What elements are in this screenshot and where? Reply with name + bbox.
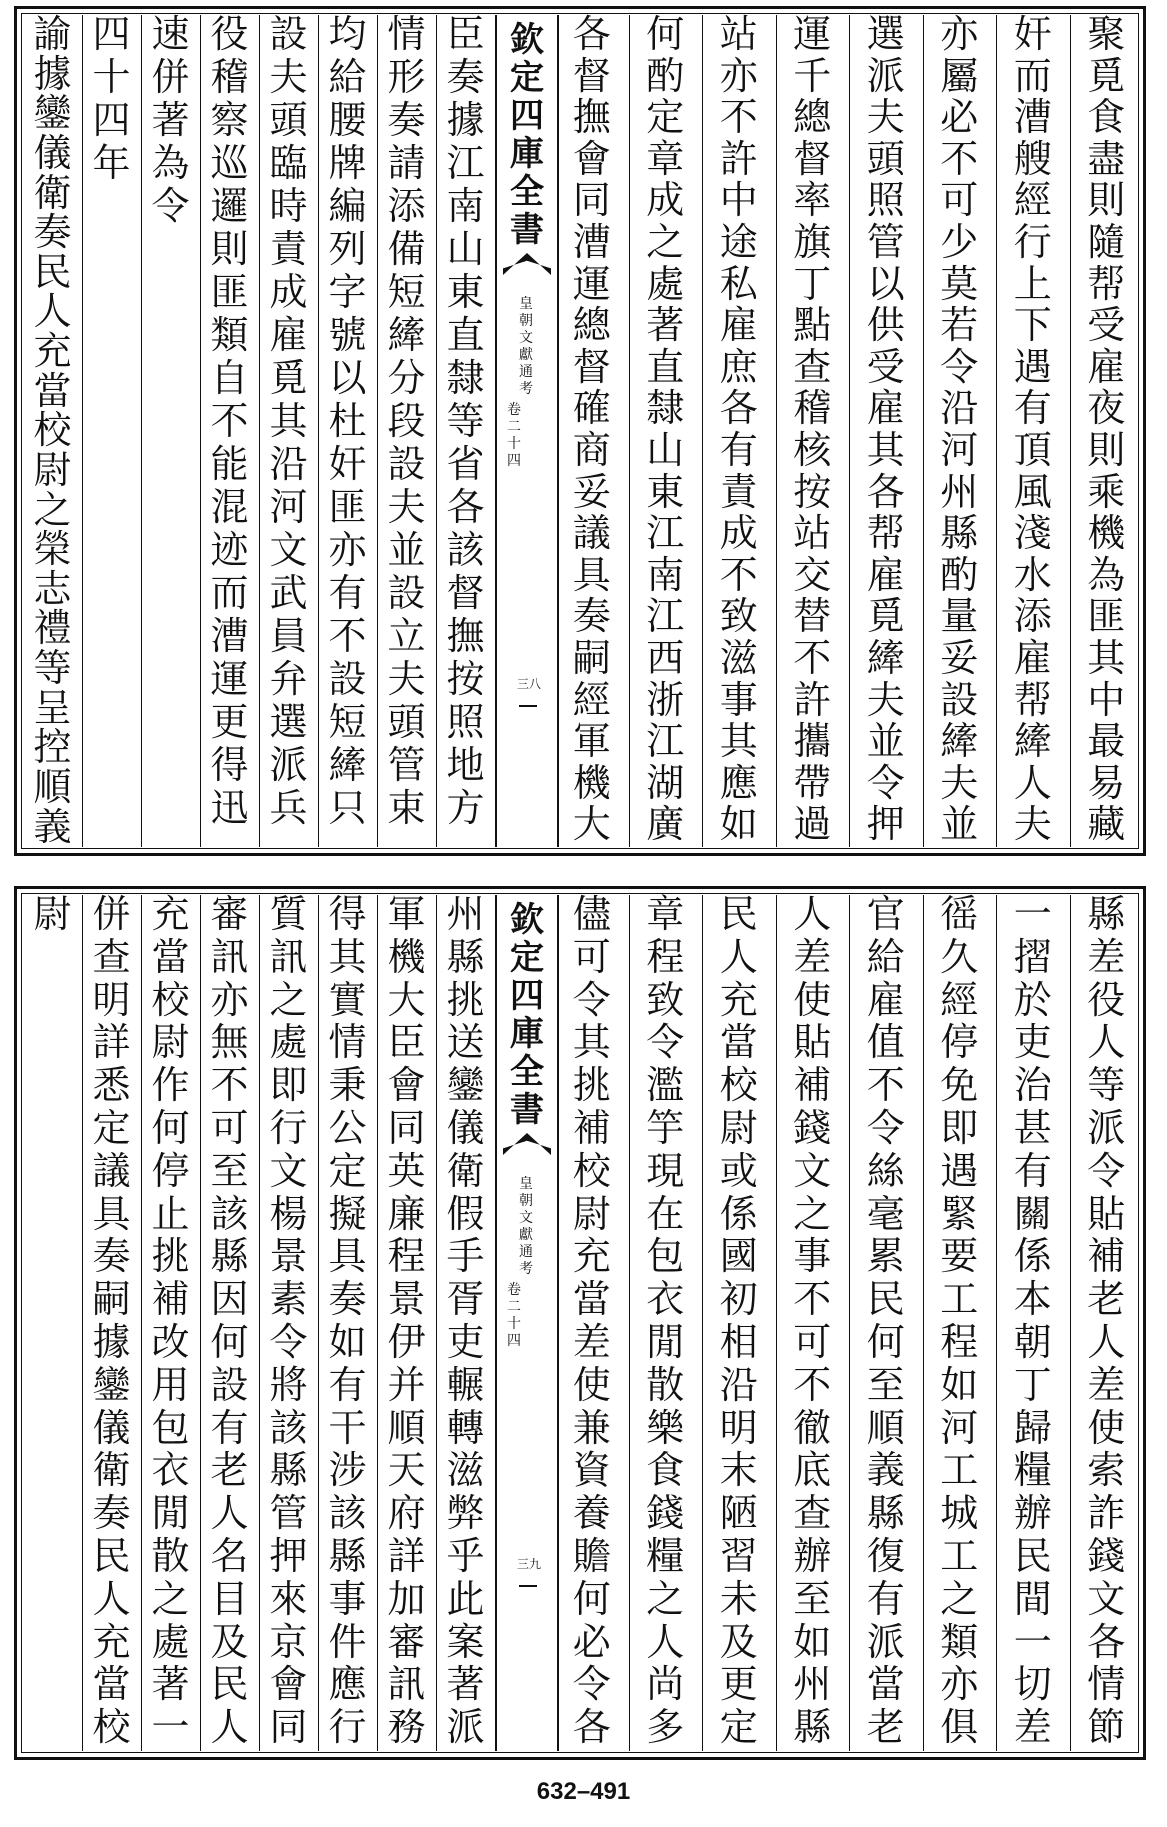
center-volume: 卷 二 十 四 — [507, 1282, 521, 1349]
text-column: 官 給 雇 值 不 令 絲 毫 累 民 何 至 順 義 縣 復 有 派 當 老 — [866, 892, 905, 1750]
column-rule — [849, 895, 850, 1751]
column-rule — [776, 895, 777, 1751]
column-rule — [923, 15, 924, 847]
column-rule — [849, 15, 850, 847]
text-column: 選 派 夫 頭 照 管 以 供 受 雇 其 各 帮 雇 覓 縴 夫 並 令 押 — [866, 12, 905, 847]
text-column: 何 酌 定 章 成 之 處 著 直 隸 山 東 江 南 江 西 浙 江 湖 廣 — [646, 12, 685, 847]
column-rule — [923, 895, 924, 1751]
text-column: 諭 據 鑾 儀 衛 奏 民 人 充 當 校 尉 之 榮 志 禮 等 呈 控 順 義 — [33, 12, 72, 849]
center-rule — [519, 1585, 537, 1587]
column-rule — [82, 895, 83, 1751]
column-rule — [702, 15, 703, 847]
center-fold-band — [495, 15, 559, 847]
text-column: 州 縣 挑 送 鑾 儀 衛 假 手 胥 吏 輾 轉 滋 弊 乎 此 案 著 派 — [446, 892, 485, 1750]
column-rule — [629, 895, 630, 1751]
center-title: 欽 定 四 庫 全 書 — [510, 20, 544, 250]
column-rule — [377, 15, 378, 847]
text-column: 徭 久 經 停 免 即 遇 緊 要 工 程 如 河 工 城 工 之 類 亦 俱 — [940, 892, 979, 1750]
text-column: 縣 差 役 人 等 派 令 貼 補 老 人 差 使 索 詐 錢 文 各 情 節 — [1087, 892, 1126, 1750]
column-rule — [259, 895, 260, 1751]
text-column: 民 人 充 當 校 尉 或 係 國 初 相 沿 明 末 陋 習 未 及 更 定 — [719, 892, 758, 1750]
column-rule — [1070, 895, 1071, 1751]
text-column: 尉 — [33, 892, 72, 936]
page-number-footer: 632–491 — [536, 1778, 631, 1805]
text-column: 聚 覓 食 盡 則 隨 帮 受 雇 夜 則 乘 機 為 匪 其 中 最 易 藏 — [1087, 12, 1126, 847]
text-column: 運 千 總 督 率 旗 丁 點 查 稽 核 按 站 交 替 不 許 攜 帶 過 — [793, 12, 832, 847]
text-column: 得 其 實 情 秉 公 定 擬 具 奏 如 有 干 涉 該 縣 事 件 應 行 — [328, 892, 367, 1750]
text-column: 各 督 撫 會 同 漕 運 總 督 確 商 妥 議 具 奏 嗣 經 軍 機 大 — [572, 12, 611, 847]
text-column: 審 訊 亦 無 不 可 至 該 縣 因 何 設 有 老 人 名 目 及 民 人 — [210, 892, 249, 1750]
center-page-number: 三九 — [517, 1557, 542, 1571]
column-rule — [259, 15, 260, 847]
fish-tail-ornament — [503, 253, 551, 275]
text-column: 亦 屬 必 不 可 少 莫 若 令 沿 河 州 縣 酌 量 妥 設 縴 夫 並 — [940, 12, 979, 847]
center-fold-band — [495, 895, 559, 1751]
text-column: 質 訊 之 處 即 行 文 楊 景 素 令 將 該 縣 管 押 來 京 會 同 — [269, 892, 308, 1750]
column-rule — [141, 895, 142, 1751]
center-page-number: 三八 — [517, 677, 542, 691]
column-rule — [629, 15, 630, 847]
text-column: 儘 可 令 其 挑 補 校 尉 充 當 差 使 兼 資 養 贍 何 必 令 各 — [572, 892, 611, 1750]
column-rule — [996, 15, 997, 847]
center-volume: 卷 二 十 四 — [507, 402, 521, 469]
column-rule — [702, 895, 703, 1751]
text-column: 情 形 奏 請 添 備 短 縴 分 段 設 夫 並 設 立 夫 頭 管 束 — [387, 12, 426, 830]
text-column: 站 亦 不 許 中 途 私 雇 庶 各 有 責 成 不 致 滋 事 其 應 如 — [719, 12, 758, 847]
text-column: 一 摺 於 吏 治 甚 有 關 係 本 朝 丁 歸 糧 辦 民 間 一 切 差 — [1013, 892, 1052, 1750]
center-book-title: 皇 朝 文 獻 通 考 — [519, 296, 533, 397]
fish-tail-ornament — [503, 1133, 551, 1155]
text-column: 軍 機 大 臣 會 同 英 廉 程 景 伊 并 順 天 府 詳 加 審 訊 務 — [387, 892, 426, 1750]
column-rule — [318, 895, 319, 1751]
column-rule — [82, 15, 83, 847]
column-rule — [318, 15, 319, 847]
column-rule — [1070, 15, 1071, 847]
text-column: 人 差 使 貼 補 錢 文 之 事 不 可 不 徹 底 查 辦 至 如 州 縣 — [793, 892, 832, 1750]
column-rule — [200, 895, 201, 1751]
text-column: 臣 奏 據 江 南 山 東 直 隸 等 省 各 該 督 撫 按 照 地 方 — [446, 12, 485, 830]
text-column: 奸 而 漕 艘 經 行 上 下 遇 有 頂 風 淺 水 添 雇 帮 縴 人 夫 — [1013, 12, 1052, 847]
center-title: 欽 定 四 庫 全 書 — [510, 900, 544, 1130]
bottom-page — [14, 886, 1146, 1760]
text-column: 章 程 致 令 濫 竽 現 在 包 衣 閒 散 樂 食 錢 糧 之 人 尚 多 — [646, 892, 685, 1750]
text-column: 四 十 四 年 — [92, 12, 131, 185]
text-column: 設 夫 頭 臨 時 責 成 雇 覓 其 沿 河 文 武 員 弁 選 派 兵 — [269, 12, 308, 830]
column-rule — [436, 895, 437, 1751]
text-column: 役 稽 察 巡 邏 則 匪 類 自 不 能 混 迹 而 漕 運 更 得 迅 — [210, 12, 249, 830]
text-column: 充 當 校 尉 作 何 停 止 挑 補 改 用 包 衣 閒 散 之 處 著 一 — [151, 892, 190, 1750]
column-rule — [436, 15, 437, 847]
column-rule — [996, 895, 997, 1751]
text-column: 均 給 腰 牌 編 列 字 號 以 杜 奸 匪 亦 有 不 設 短 縴 只 — [328, 12, 367, 830]
center-rule — [519, 705, 537, 707]
column-rule — [200, 15, 201, 847]
column-rule — [776, 15, 777, 847]
column-rule — [377, 895, 378, 1751]
column-rule — [141, 15, 142, 847]
text-column: 速 併 著 為 令 — [151, 12, 190, 228]
top-page — [14, 6, 1146, 856]
center-book-title: 皇 朝 文 獻 通 考 — [519, 1176, 533, 1277]
text-column: 併 查 明 詳 悉 定 議 具 奏 嗣 據 鑾 儀 衛 奏 民 人 充 當 校 — [92, 892, 131, 1750]
